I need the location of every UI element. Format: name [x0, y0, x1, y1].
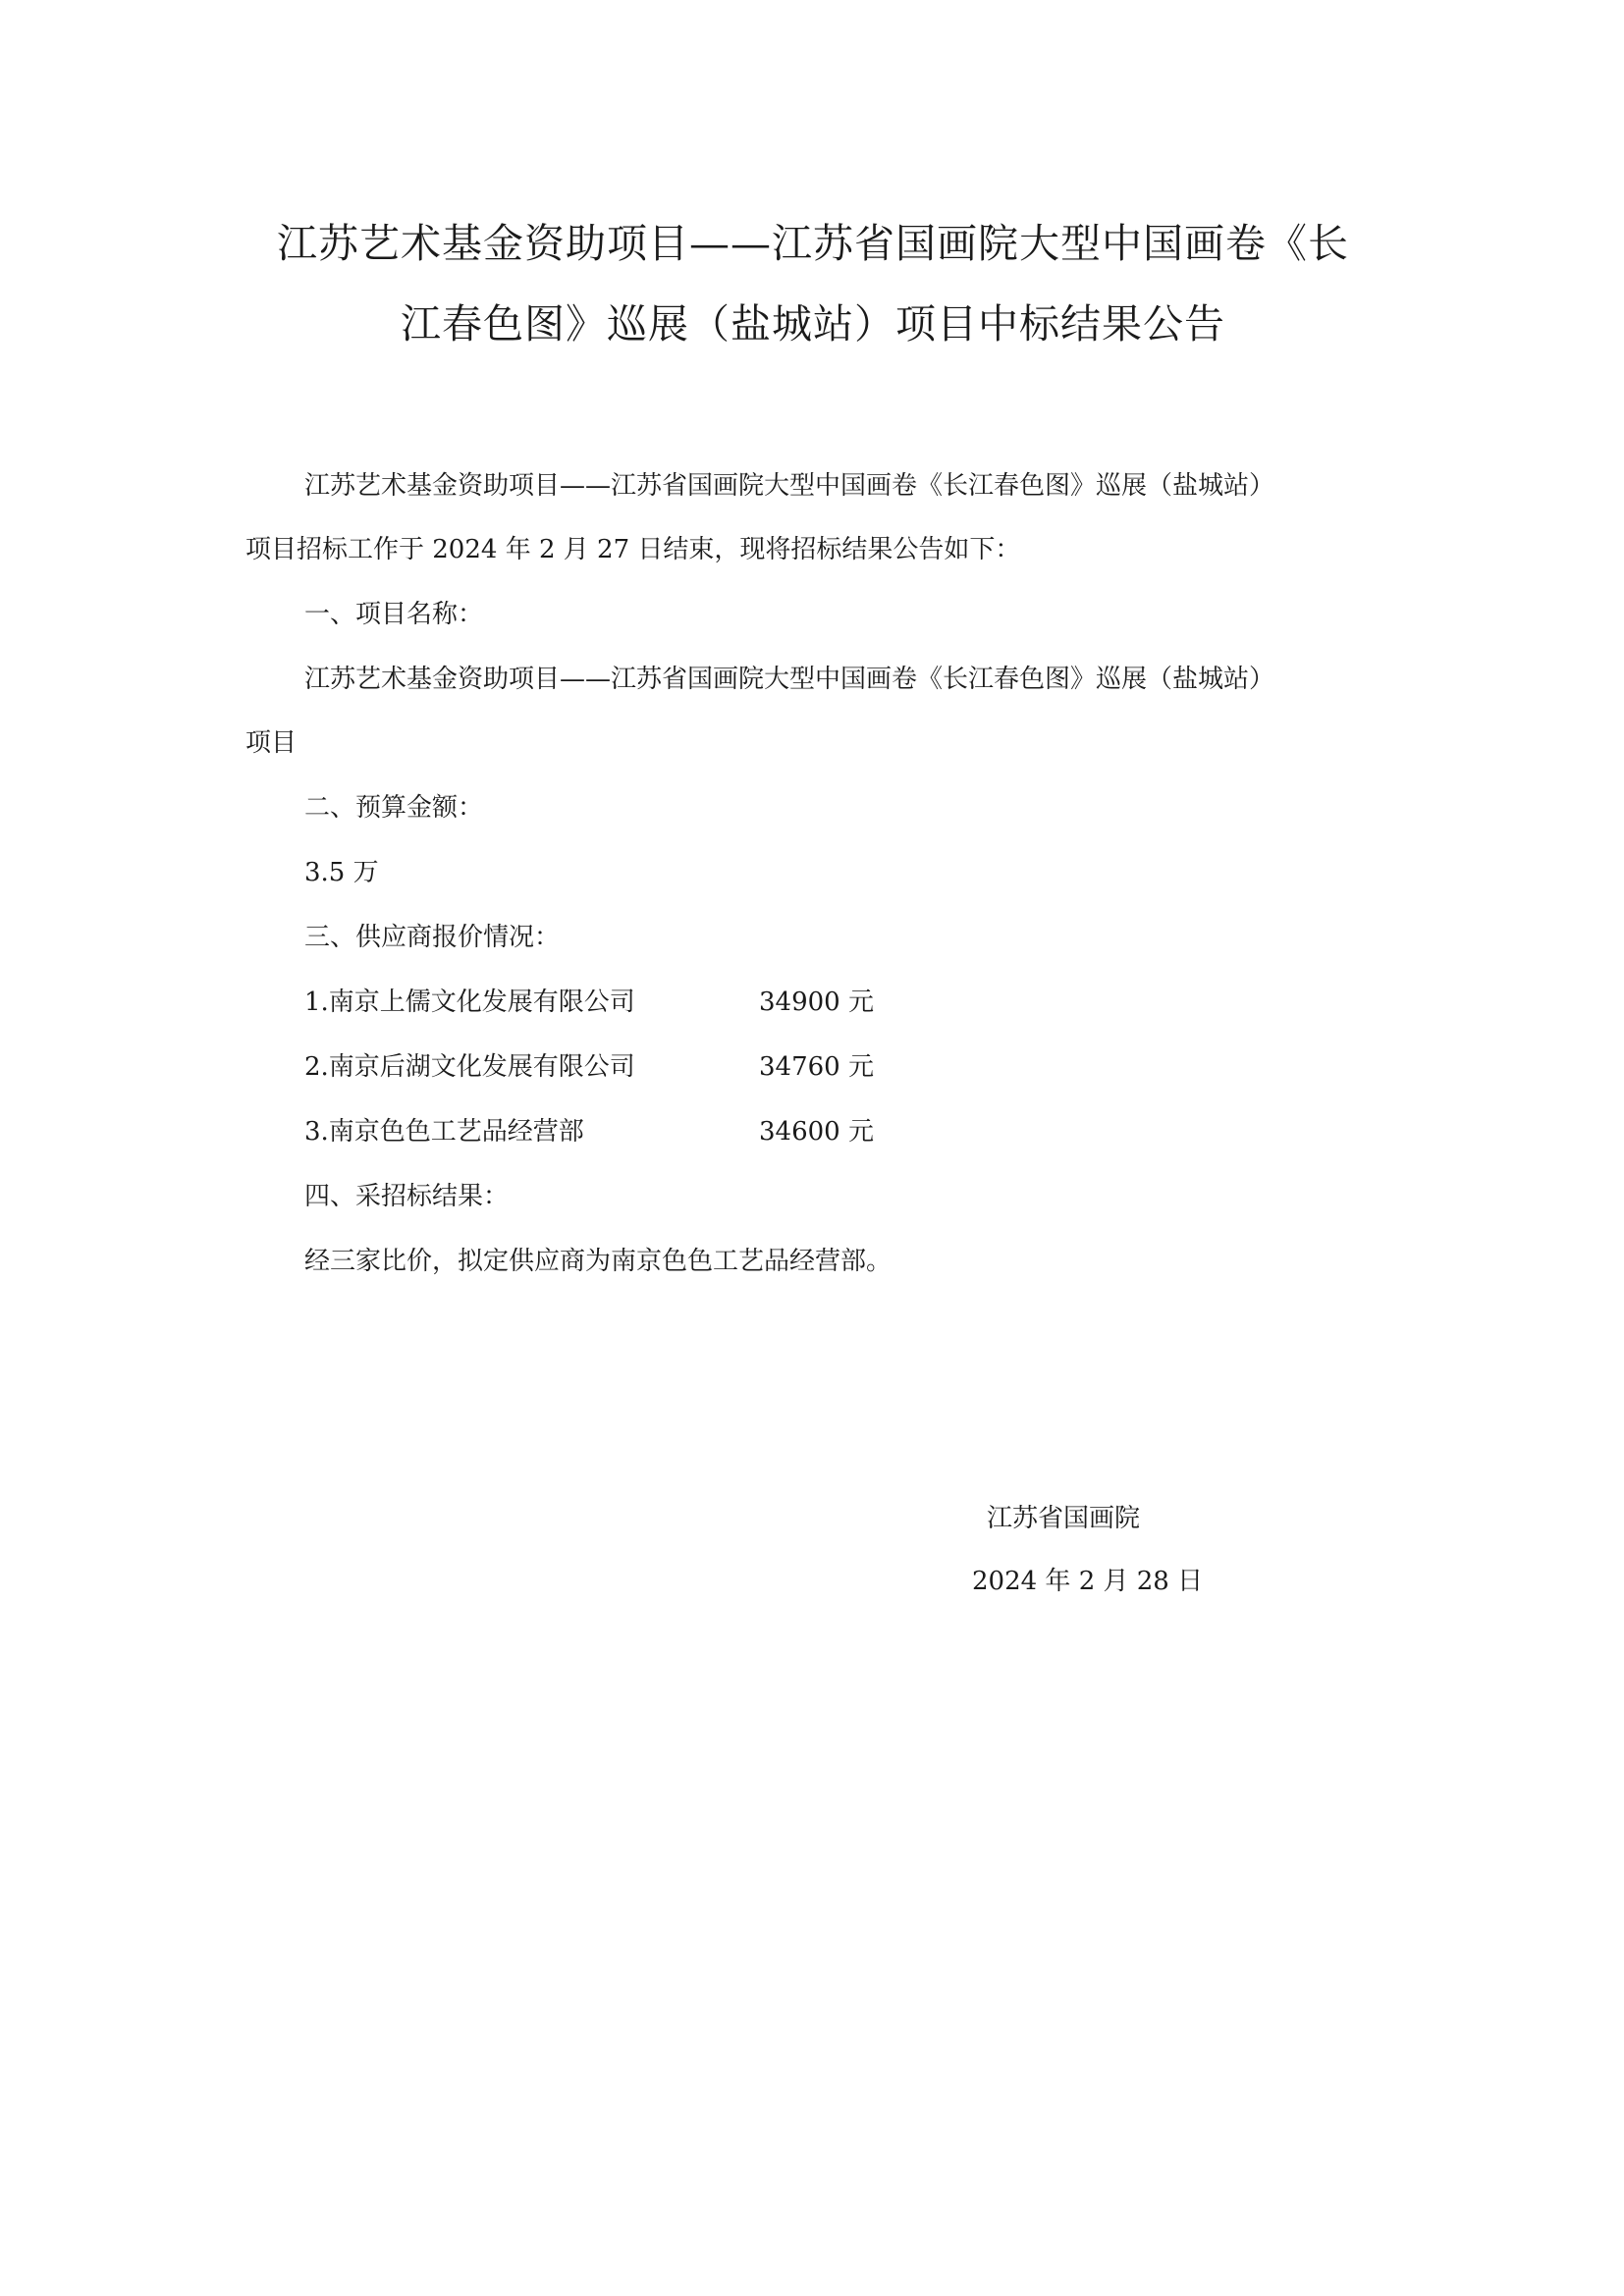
- supplier-name: 3.南京色色工艺品经营部: [304, 1117, 584, 1147]
- signature-date: 2024 年 2 月 28 日: [972, 1567, 1204, 1596]
- intro-line-2: 项目招标工作于 2024 年 2 月 27 日结束，现将招标结果公告如下：: [245, 535, 1021, 564]
- title-line-1: 江苏艺术基金资助项目——江苏省国画院大型中国画卷《长: [277, 220, 1349, 267]
- supplier-price: 34900 元: [759, 988, 874, 1017]
- bid-result: 经三家比价，拟定供应商为南京色色工艺品经营部。: [304, 1247, 893, 1276]
- project-name-line-2: 项目: [245, 728, 298, 758]
- signature-org: 江苏省国画院: [987, 1504, 1141, 1533]
- document-title: [244, 203, 1382, 364]
- supplier-name: 2.南京后湖文化发展有限公司: [304, 1052, 635, 1082]
- project-name-line-1: 江苏艺术基金资助项目——江苏省国画院大型中国画卷《长江春色图》巡展（盐城站）: [304, 665, 1275, 694]
- section-3-heading: 三、供应商报价情况：: [304, 923, 561, 952]
- supplier-price: 34760 元: [759, 1052, 874, 1082]
- section-2-heading: 二、预算金额：: [304, 793, 484, 823]
- section-1-heading: 一、项目名称：: [304, 600, 484, 629]
- supplier-name: 1.南京上儒文化发展有限公司: [304, 988, 635, 1017]
- title-line-2: 江春色图》巡展（盐城站）项目中标结果公告: [401, 300, 1225, 347]
- intro-line-1: 江苏艺术基金资助项目——江苏省国画院大型中国画卷《长江春色图》巡展（盐城站）: [304, 471, 1275, 501]
- supplier-price: 34600 元: [759, 1117, 874, 1147]
- budget-amount: 3.5 万: [304, 858, 379, 887]
- section-4-heading: 四、采招标结果：: [304, 1182, 510, 1211]
